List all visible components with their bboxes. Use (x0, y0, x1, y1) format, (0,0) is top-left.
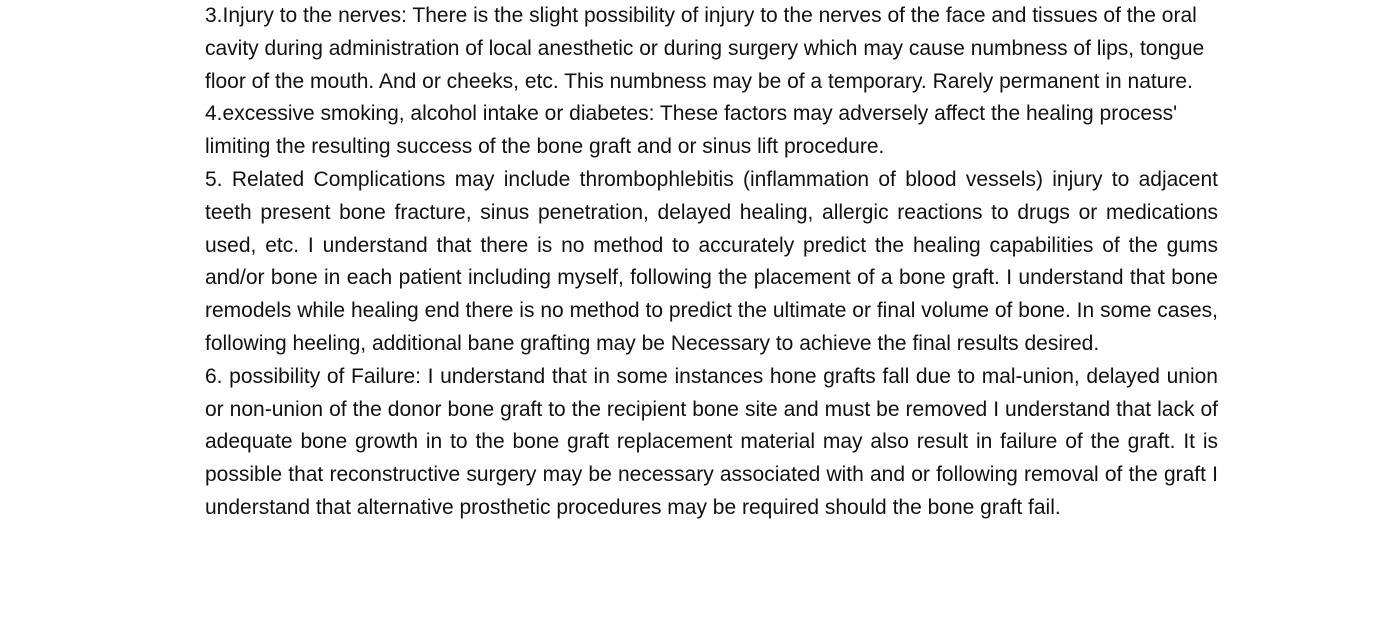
paragraph-smoking-alcohol-diabetes: 4.excessive smoking, alcohol intake or diabetes: These factors may adversely affect the healing process' limiting the resulting success of the bone graft and or sinus lift procedure. (205, 102, 1178, 159)
paragraph-related-complications: 5. Related Complications may include thrombophlebitis (inflammation of blood vessels) injury to adjacent teeth present bone fracture, sinus penetration, delayed healing, allergic reactions to drugs or medications used, etc. I understand that there is no method to accurately predict the healing capabilities of the gums and/or bone in each patient including myself, following the placement of a bone graft. I understand that bone remodels while healing end there is no method to predict the ultimate or final volume of bone. In some cases, following heeling, additional bane grafting may be Necessary to achieve the final results desired. (205, 167, 1218, 355)
document-page (205, 0, 1218, 525)
paragraph-nerve-injury: 3.Injury to the nerves: There is the slight possibility of injury to the nerves of the face and tissues of the oral cavity during administration of local anesthetic or during surgery which may cause numbness of lips, tongue floor of the mouth. And or cheeks, etc. This numbness may be of a temporary. Rarely permanent in nature. (205, 4, 1205, 93)
paragraph-possibility-of-failure: 6. possibility of Failure: I understand that in some instances hone grafts fall due to mal-union, delayed union or non-union of the donor bone graft to the recipient bone site and must be removed I understand that lack of adequate bone growth in to the bone graft replacement material may also result in failure of the graft. It is possible that reconstructive surgery may be necessary associated with and or following removal of the graft I understand that alternative prosthetic procedures may be required should the bone graft fail. (205, 364, 1218, 519)
